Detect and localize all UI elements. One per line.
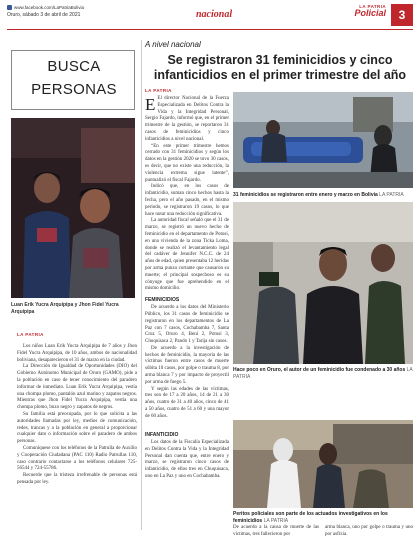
story-paragraph-7: Y según las edades de las víctimas, tres son de 17 a 20 años, 14 de 21 a 30 años, cuatro de 31 a 40 años, cinco de 41 a 50 años, cuatro de 51 a 60 y una mayor de 60 años. — [145, 386, 229, 419]
story-paragraph-1 — [145, 96, 229, 144]
logo-line1: LA PATRIA — [359, 4, 386, 9]
social-url: www.facebook.com/LaPatriaBolivia — [14, 5, 85, 10]
busca-photo-caption: Luan Erik Yucra Arquipipa y Jhon Fidel Yucra Arquipipa — [11, 302, 119, 315]
section-name: nacional — [196, 9, 233, 20]
facebook-icon — [7, 5, 12, 10]
issue-date: Oruro, sábado 3 de abril de 2021 — [7, 12, 81, 18]
story-column-1-bottom — [145, 440, 229, 530]
story-column-2-bottom: De acuerdo a la causa de muerte de las víctimas, tres fallecieron por — [233, 525, 319, 537]
caption-3 — [233, 511, 413, 524]
subhead-infanticidio: INFANTICIDIO — [145, 432, 179, 438]
body-removal-photo — [233, 92, 413, 188]
story-paragraph-5: De acuerdo a los datos del Ministerio Público, los 31 casos de feminicidio se registraron en los departamentos de La Paz con 7 casos, Cochabamba 7, Santa Cruz 5, Oruro 4, Beni 2, Potosí 3, Chuquisaca 2, Pando 1 y Tarija sin casos. — [145, 305, 229, 345]
logo-line2: Policial — [354, 8, 386, 18]
busca-title-line2: PERSONAS — [31, 81, 117, 98]
story-paragraph-2: “En este primer trimestre hemos cerrado con 31 feminicidios y según los datos en la gestión 2020 se tuvo 30 casos, es decir, que no existe una reducción, la violencia extrema sigue latente”, puntualizó el fiscal Fajardo. — [145, 143, 229, 183]
page-number: 3 — [391, 4, 413, 26]
busca-paragraph-5: Recuerde que la tristeza irrefrenable de personas está pensada por ley. — [17, 473, 137, 485]
subhead-feminicidios: FEMINICIDIOS — [145, 297, 180, 304]
story-paragraph-6: De acuerdo a la investigación de hechos de feminicidio, la mayoría de las víctimas fueron entre casos de muerte súbita 10 casos, por golpe o trauma 8, por arma blanca 7 y por impacto de proyectil por arma de fuego 5. — [145, 345, 229, 385]
caption-1-text: 31 feminicidios se registraron entre enero y marzo en Bolivia — [233, 192, 378, 198]
story-kicker: A nivel nacional — [145, 40, 201, 49]
caption-1-source: LA PATRIA — [379, 192, 404, 198]
caption-3-source: LA PATRIA — [263, 517, 289, 524]
missing-children-photo — [11, 118, 135, 298]
newspaper-logo — [348, 4, 386, 18]
story-paragraph-3: Indicó que, en los casos de infanticidio, suman cinco hechos hasta la fecha, pero el año pasado, en el mismo periodo, se registraron 19 casos, lo que hace notar una reducción significativa. — [145, 184, 229, 217]
story-source: LA PATRIA — [145, 88, 172, 93]
page-header — [0, 0, 420, 44]
caption-2-source: LA PATRIA — [233, 367, 413, 380]
social-link[interactable] — [7, 5, 84, 10]
caption-2-text: Hace poco en Oruro, el autor de un feminicidio fue condenado a 30 años — [233, 367, 406, 373]
busca-title-line1: BUSCA — [47, 58, 101, 75]
arrest-photo — [233, 202, 413, 364]
busca-paragraph-3: Su familia está preocupada, por lo que solicita a las autoridades llamadas por ley, medios de comunicación, redes, trancas y a la población en general a proporcionar cualquier dato o información sobre el paradero de ambos personas. — [17, 411, 137, 445]
story-headline: Se registraron 31 feminicidios y cinco infanticidios en el primer trimestre del año — [153, 53, 407, 82]
busca-paragraph-1: Los niños Luan Erik Yucra Arquipipa de 7 años y Jhon Fidel Yucra Arquipipa, de 10 años, ambos de nacionalidad boliviana, desaparecieron el 31 de marzo en la ciudad. — [17, 344, 137, 363]
drop-cap: E — [145, 95, 156, 114]
busca-personas-box — [11, 50, 135, 110]
busca-body — [17, 344, 137, 530]
busca-source: LA PATRIA — [17, 332, 44, 337]
story-paragraph-8: Los datos de la Fiscalía Especializada en Delitos Contra la Vida y la Integridad Personal dan cuenta que, entre enero y marzo, se registraron cinco casos de infanticidio, de ellos tres en Chuquisaca, uno en La Paz y uno en Cochabamba. — [145, 440, 229, 479]
story-paragraph-4: La autoridad fiscal señaló que el 31 de marzo, se registró un nuevo hecho de feminicidio en el departamento de Potosí, en una vivienda de la zona Ticka Loma, donde se realizó el levantamiento legal del cadáver de Jennifer N.C.C. de 24 años de edad, quien presentaba 12 heridas por arma punzo cortante que causaron su muerte; el principal sospechoso es su cónyuge que fue aprehendido en el mismo domicilio. — [145, 218, 229, 292]
story-paragraph-1-text: El director Nacional de la Fuerza Especializada en Delitos Contra la Vida y la Integridad Personal, Sergio Fajardo, informó que, en el primer trimestre de la gestión, se reportaron 31 casos de feminicidios y cinco infanticidios a nivel nacional. — [145, 96, 229, 142]
story-column-1 — [145, 96, 229, 429]
caption-3-text: Peritos policiales son parte de los actuados investigativos en los feminicidios — [233, 511, 388, 524]
busca-paragraph-2: La Dirección de Igualdad de Oportunidades (DIO) del Gobierno Autónomo Municipal de Oruro (GAMO), pide a la población en caso de tener conocimiento del paradero informar de inmediato. Luan Erik Yucra Arquipipa, vestía una chompa plomo, pantalón azul marino y zapatos negros. Mientras que Jhon Fidel Yucra Arquipipa, vestía una chompa plomo, buzo negro y zapatos de negros. — [17, 364, 137, 411]
story-column-2 — [233, 378, 317, 418]
header-rule — [7, 29, 413, 30]
forensic-photo — [233, 420, 413, 508]
busca-paragraph-4: Comuníquese con los teléfonos de la Patrulla de Auxilio y Cooperación Ciudadana (PAC 110) Radio Patrullas 110, caso contrario contactarse a los teléfonos celulares 725-56544 y 724-55786. — [17, 445, 137, 472]
caption-1 — [233, 192, 413, 199]
story-column-3-bottom: arma blanca, uno por golpe o trauma y uno por asfixia. — [325, 525, 413, 537]
column-divider — [141, 40, 142, 530]
